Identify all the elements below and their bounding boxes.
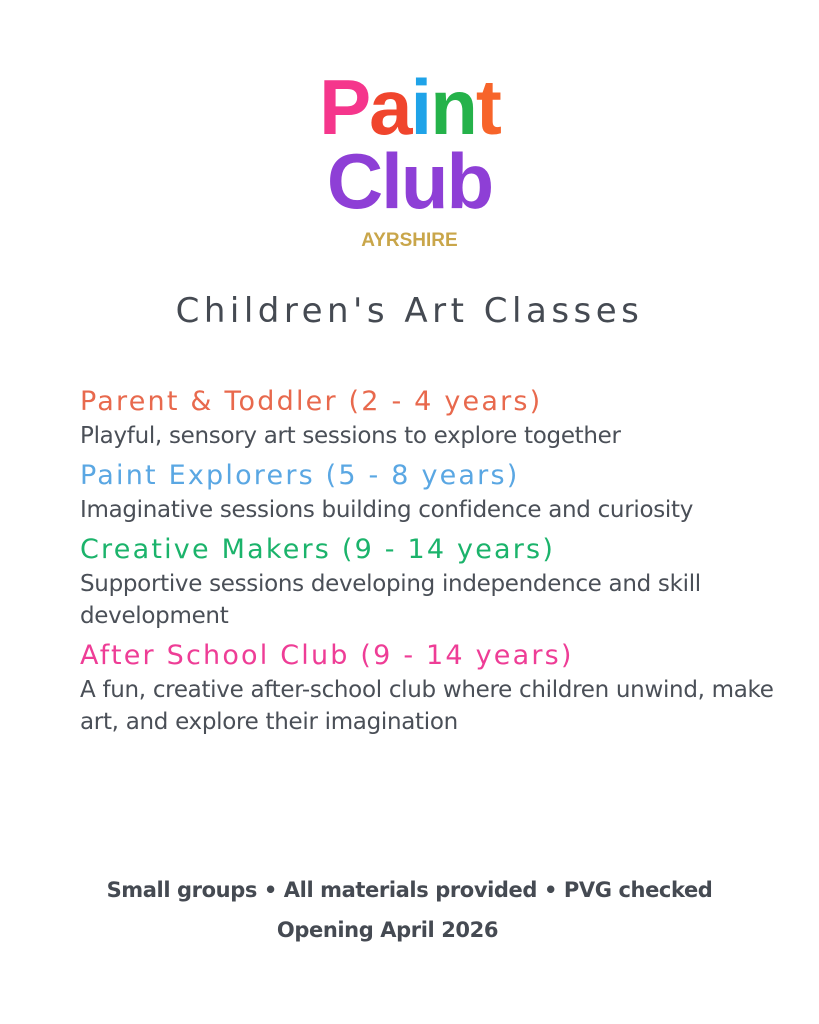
logo-letter: i — [410, 63, 431, 151]
logo-letter: n — [430, 63, 476, 151]
footer-opening-date: Opening April 2026 — [276, 918, 499, 942]
logo-letter: P — [319, 63, 370, 151]
class-item — [80, 638, 785, 738]
class-title: Creative Makers (9 - 14 years) — [80, 534, 556, 565]
class-item — [80, 384, 785, 452]
class-description: Imaginative sessions building confidence and curiosity — [80, 497, 694, 523]
class-item — [80, 458, 785, 526]
class-title: Paint Explorers (5 - 8 years) — [80, 460, 520, 491]
class-description: Supportive sessions developing independence and skill development — [80, 571, 701, 629]
class-item — [80, 532, 785, 632]
class-description: A fun, creative after-school club where children unwind, make art, and explore their imagination — [80, 677, 774, 735]
class-title: After School Club (9 - 14 years) — [80, 640, 574, 671]
logo-letter: t — [475, 63, 500, 151]
class-list — [80, 384, 785, 744]
class-description: Playful, sensory art sessions to explore together — [80, 423, 621, 449]
logo-subtitle: AYRSHIRE — [361, 230, 458, 251]
logo-letter: a — [369, 63, 411, 151]
logo-word-paint — [0, 63, 819, 151]
footer-features: Small groups • All materials provided • PVG checked — [106, 878, 713, 902]
paint-club-logo — [0, 63, 819, 252]
class-title: Parent & Toddler (2 - 4 years) — [80, 386, 543, 417]
logo-word-club: Club — [326, 137, 493, 225]
footer — [0, 870, 819, 950]
page-title: Children's Art Classes — [175, 291, 644, 331]
